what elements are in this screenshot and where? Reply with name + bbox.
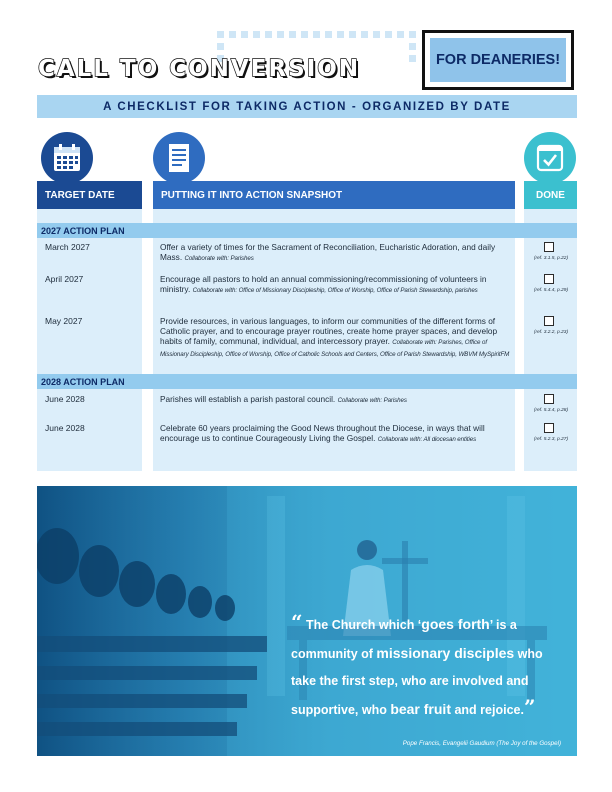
- page-title: CALL TO CONVERSION: [38, 56, 361, 82]
- decorative-dot: [313, 31, 320, 38]
- row-collab: Collaborate with: All diocesan entities: [377, 436, 477, 443]
- open-quote-mark: “: [291, 610, 303, 634]
- row-action: [160, 423, 512, 445]
- checkmark-icon: [524, 132, 576, 184]
- row-reference: (ref. 3.2.2, p.23): [533, 330, 569, 335]
- quote-emphasis-1: goes forth: [421, 616, 490, 632]
- row-reference: (ref. 3.1.5, p.22): [533, 256, 569, 261]
- quote-emphasis-3: bear fruit: [390, 700, 451, 717]
- row-reference: (ref. 5.3.4, p.28): [533, 408, 569, 413]
- badge-label: FOR DEANERIES!: [430, 38, 566, 82]
- document-icon: [153, 132, 205, 184]
- pope-francis-quote: [291, 611, 571, 724]
- decorative-dot: [229, 31, 236, 38]
- row-action: [160, 274, 512, 296]
- plan-2027-label: 2027 ACTION PLAN: [37, 223, 577, 238]
- row-date: May 2027: [45, 316, 83, 326]
- decorative-dot: [241, 31, 248, 38]
- decorative-dot: [265, 31, 272, 38]
- row-action: [160, 394, 512, 406]
- page-subtitle: A CHECKLIST FOR TAKING ACTION - ORGANIZED BY DATE: [37, 95, 577, 118]
- decorative-dot: [409, 43, 416, 50]
- done-checkbox[interactable]: [544, 423, 554, 433]
- quote-emphasis-2: missionary disciples: [376, 644, 515, 661]
- row-reference: (ref. 5.4.4, p.29): [533, 288, 569, 293]
- header-target-date: TARGET DATE: [37, 181, 142, 209]
- decorative-dot: [409, 31, 416, 38]
- quote-part-1: The Church which ‘: [306, 618, 422, 632]
- decorative-dot: [385, 31, 392, 38]
- plan-2028-label: 2028 ACTION PLAN: [37, 374, 577, 389]
- row-action: [160, 316, 512, 360]
- decorative-dot: [217, 43, 224, 50]
- row-collab: Collaborate with: Office of Missionary Discipleship, Office of Worship, Office of Parish Stewardship, parishes: [192, 287, 478, 294]
- done-checkbox[interactable]: [544, 394, 554, 404]
- quote-attribution: Pope Francis, Evangelii Gaudium (The Joy of the Gospel): [402, 740, 561, 747]
- row-action-text: Provide resources, in various languages, to inform our communities of the different forms of Catholic prayer, and to encourage prayer routines, create home prayer spaces, and develop habits of family, communal, individual, and intercessory prayer.: [160, 316, 498, 346]
- row-action-text: Offer a variety of times for the Sacrament of Reconciliation, Eucharistic Adoration, and daily Mass.: [160, 242, 496, 262]
- row-action-text: Encourage all pastors to hold an annual commissioning/recommissioning of volunteers in ministry.: [160, 274, 487, 294]
- done-checkbox[interactable]: [544, 316, 554, 326]
- done-checkbox[interactable]: [544, 242, 554, 252]
- quote-part-4: and rejoice.: [451, 702, 524, 717]
- calendar-icon: [41, 132, 93, 184]
- decorative-dot: [349, 31, 356, 38]
- done-checkbox[interactable]: [544, 274, 554, 284]
- row-date: April 2027: [45, 274, 84, 284]
- row-action-text: Parishes will establish a parish pastoral council.: [160, 394, 336, 404]
- row-date: June 2028: [45, 423, 85, 433]
- quote-photo-panel: [37, 486, 577, 756]
- decorative-dot: [301, 31, 308, 38]
- decorative-dot: [289, 31, 296, 38]
- decorative-dot: [337, 31, 344, 38]
- row-action-text: Celebrate 60 years proclaiming the Good News throughout the Diocese, in ways that will encourage us to continue Courageously Living the Gospel.: [160, 423, 485, 443]
- close-quote-mark: ”: [523, 694, 536, 719]
- header-done: DONE: [524, 181, 577, 209]
- decorative-dot: [217, 31, 224, 38]
- header-action-snapshot: PUTTING IT INTO ACTION SNAPSHOT: [153, 181, 515, 209]
- deaneries-badge: [422, 30, 574, 90]
- row-collab: Collaborate with: Parishes, Office of Missionary Discipleship, Office of Worship, Office of Catholic Schools and Centers, Office of Parish Stewardship, WBVM MySpiritFM: [160, 339, 510, 358]
- decorative-dot: [397, 31, 404, 38]
- decorative-dot: [325, 31, 332, 38]
- row-collab: Collaborate with: Parishes: [184, 255, 254, 262]
- decorative-dot: [277, 31, 284, 38]
- decorative-dot: [361, 31, 368, 38]
- row-action: [160, 242, 512, 264]
- row-reference: (ref. 5.2.3, p.27): [533, 437, 569, 442]
- quote-part-3: who take the first step, who are involved and supportive, who: [291, 646, 543, 717]
- row-date: March 2027: [45, 242, 90, 252]
- row-date: June 2028: [45, 394, 85, 404]
- row-collab: Collaborate with: Parishes: [337, 397, 407, 404]
- decorative-dot: [373, 31, 380, 38]
- decorative-dot: [253, 31, 260, 38]
- quote-part-2: ’ is a community of: [291, 618, 517, 661]
